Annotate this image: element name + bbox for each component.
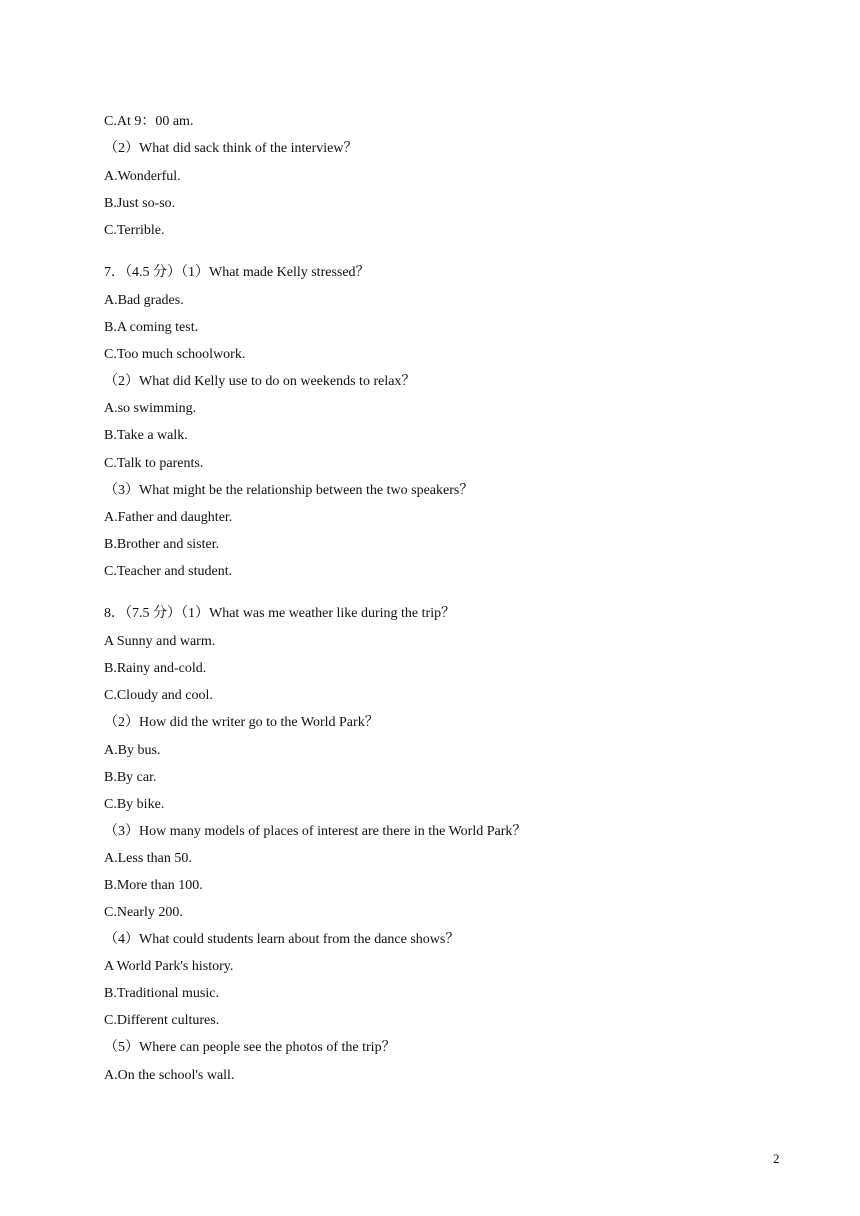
option-line: A.Wonderful. [104,169,181,184]
question-heading: 8．（7.5 分）（1）What was me weather like during the trip？ [104,606,456,621]
question-line: （2）What did Kelly use to do on weekends to relax？ [104,374,416,389]
question-heading: 7．（4.5 分）（1）What made Kelly stressed？ [104,265,370,280]
option-line: C.Too much schoolwork. [104,347,246,362]
option-line: B.Brother and sister. [104,537,220,552]
option-line: B.Just so-so. [104,196,176,211]
option-line: B.By car. [104,770,157,785]
option-line: C.Cloudy and cool. [104,688,213,703]
option-line: C.Talk to parents. [104,456,204,471]
option-line: B.Take a walk. [104,428,188,443]
option-line: B.More than 100. [104,878,203,893]
option-line: C.By bike. [104,797,165,812]
option-line: C.Terrible. [104,223,165,238]
question-line: （3）How many models of places of interest are there in the World Park？ [104,824,527,839]
option-line: A.By bus. [104,743,161,758]
option-line: B.Rainy and-cold. [104,661,207,676]
option-line: A.so swimming. [104,401,197,416]
option-line: C.Nearly 200. [104,905,183,920]
page-number: 2 [773,1151,780,1166]
option-line: A.Less than 50. [104,851,192,866]
option-line: A.Father and daughter. [104,510,233,525]
question-line: （4）What could students learn about from the dance shows？ [104,932,460,947]
option-line: A Sunny and warm. [104,634,216,649]
option-line: B.Traditional music. [104,986,219,1001]
option-line: A.On the school's wall. [104,1068,235,1083]
question-line: （2）How did the writer go to the World Park？ [104,715,379,730]
question-line: （5）Where can people see the photos of the trip？ [104,1040,396,1055]
option-line: A.Bad grades. [104,293,184,308]
option-line: C.Teacher and student. [104,564,233,579]
option-line: A World Park's history. [104,959,234,974]
question-line: （2）What did sack think of the interview？ [104,141,358,156]
option-line: B.A coming test. [104,320,199,335]
option-line: C.At 9：00 am. [104,114,194,129]
option-line: C.Different cultures. [104,1013,220,1028]
question-line: （3）What might be the relationship between the two speakers？ [104,483,474,498]
